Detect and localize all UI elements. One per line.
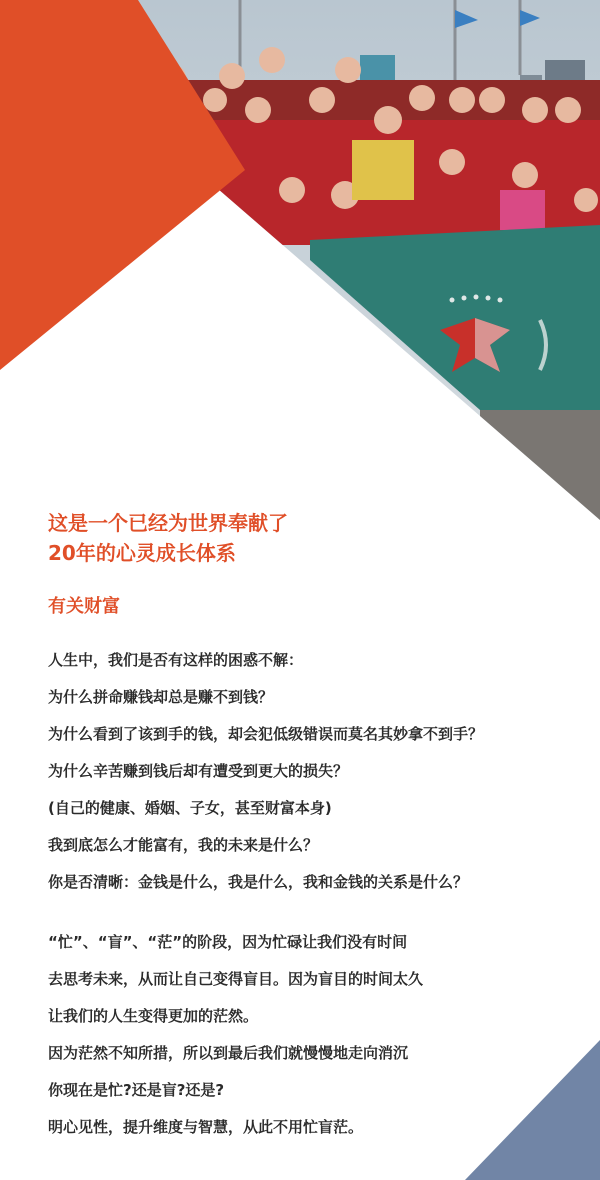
paragraph-line: 我到底怎么才能富有，我的未来是什么？ — [48, 836, 319, 854]
section-title: 有关财富 — [48, 596, 120, 617]
paragraph-line: 因为茫然不知所措，所以到最后我们就慢慢地走向消沉 — [48, 1044, 409, 1062]
paragraph-line: 去思考未来，从而让自己变得盲目。因为盲目的时间太久 — [48, 970, 424, 988]
group-photo-illustration — [0, 0, 600, 520]
paragraph-line: 人生中，我们是否有这样的困惑不解： — [48, 651, 304, 669]
paragraph-busy-blind-lost — [48, 924, 423, 1146]
paragraph-line: 为什么辛苦赚到钱后却有遭受到更大的损失？ — [48, 762, 349, 780]
group-photo — [0, 0, 600, 520]
paragraph-wealth-questions — [48, 642, 483, 901]
paragraph-line: “忙”、“盲”、“茫”的阶段，因为忙碌让我们没有时间 — [48, 933, 408, 951]
paragraph-line: 让我们的人生变得更加的茫然。 — [48, 1007, 259, 1025]
paragraph-line: 你是否清晰：金钱是什么，我是什么，我和金钱的关系是什么？ — [48, 873, 469, 891]
paragraph-line: 为什么看到了该到手的钱，却会犯低级错误而莫名其妙拿不到手？ — [48, 725, 484, 743]
headline-line-2: 20年的心灵成长体系 — [48, 541, 236, 565]
paragraph-line: 明心见性，提升维度与智慧，从此不用忙盲茫。 — [48, 1118, 364, 1136]
headline — [48, 508, 288, 568]
paragraph-line: 为什么拼命赚钱却总是赚不到钱？ — [48, 688, 274, 706]
headline-line-1: 这是一个已经为世界奉献了 — [48, 511, 288, 535]
paragraph-line: 你现在是忙?还是盲?还是? — [48, 1081, 225, 1099]
paragraph-line: (自己的健康、婚姻、子女，甚至财富本身) — [48, 799, 332, 817]
